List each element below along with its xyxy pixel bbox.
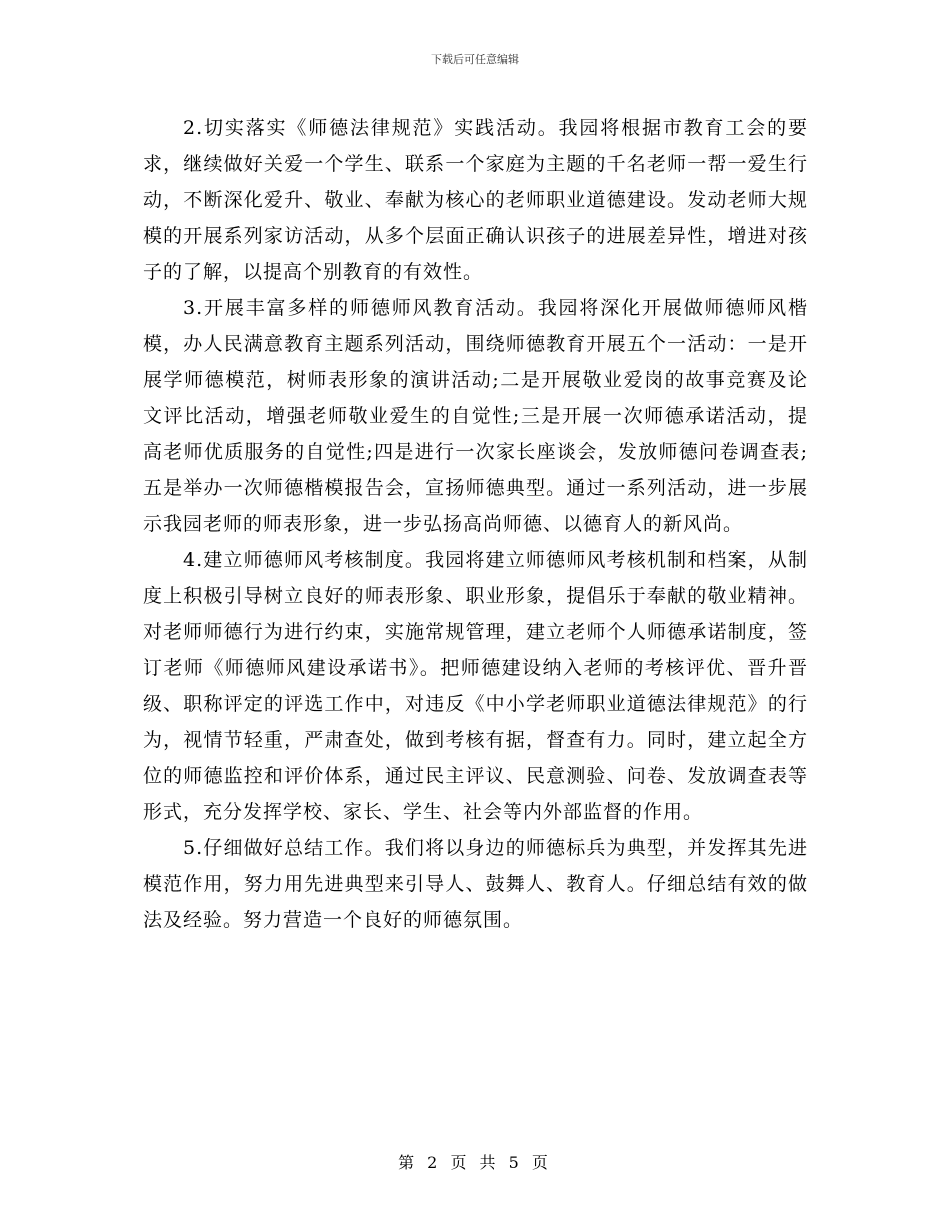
paragraph-5: 5.仔细做好总结工作。我们将以身边的师德标兵为典型，并发挥其先进模范作用，努力用先进典型来引导人、鼓舞人、教育人。仔细总结有效的做法及经验。努力营造一个良好的师德氛围。: [143, 837, 808, 931]
paragraph-4: 4.建立师德师风考核制度。我园将建立师德师风考核机制和档案，从制度上积极引导树立良好的师表形象、职业形象，提倡乐于奉献的敬业精神。对老师师德行为进行约束，实施常规管理，建立老师个人师德承诺制度，签订老师《师德师风建设承诺书》。把师德建设纳入老师的考核评优、晋升晋级、职称评定的评选工作中，对违反《中小学老师职业道德法律规范》的行为，视情节轻重，严肃查处，做到考核有据，督查有力。同时，建立起全方位的师德监控和评价体系，通过民主评议、民意测验、问卷、发放调查表等形式，充分发挥学校、家长、学生、社会等内外部监督的作用。: [143, 549, 808, 823]
paragraph-2: 2.切实落实《师德法律规范》实践活动。我园将根据市教育工会的要求，继续做好关爱一个学生、联系一个家庭为主题的千名老师一帮一爱生行动，不断深化爱升、敬业、奉献为核心的老师职业道德建设。发动老师大规模的开展系列家访活动，从多个层面正确认识孩子的进展差异性，增进对孩子的了解，以提高个别教育的有效性。: [143, 117, 808, 283]
document-body: [143, 110, 808, 938]
page-number-footer: 第 2 页 共 5 页: [398, 1153, 552, 1172]
page-header: 下载后可任意编辑: [431, 53, 519, 66]
paragraph-3: 3.开展丰富多样的师德师风教育活动。我园将深化开展做师德师风楷模，办人民满意教育主题系列活动，围绕师德教育开展五个一活动：一是开展学师德模范，树师表形象的演讲活动;二是开展敬业爱岗的故事竞赛及论文评比活动，增强老师敬业爱生的自觉性;三是开展一次师德承诺活动，提高老师优质服务的自觉性;四是进行一次家长座谈会，发放师德问卷调查表;五是举办一次师德楷模报告会，宣扬师德典型。通过一系列活动，进一步展示我园老师的师表形象，进一步弘扬高尚师德、以德育人的新风尚。: [143, 297, 808, 535]
